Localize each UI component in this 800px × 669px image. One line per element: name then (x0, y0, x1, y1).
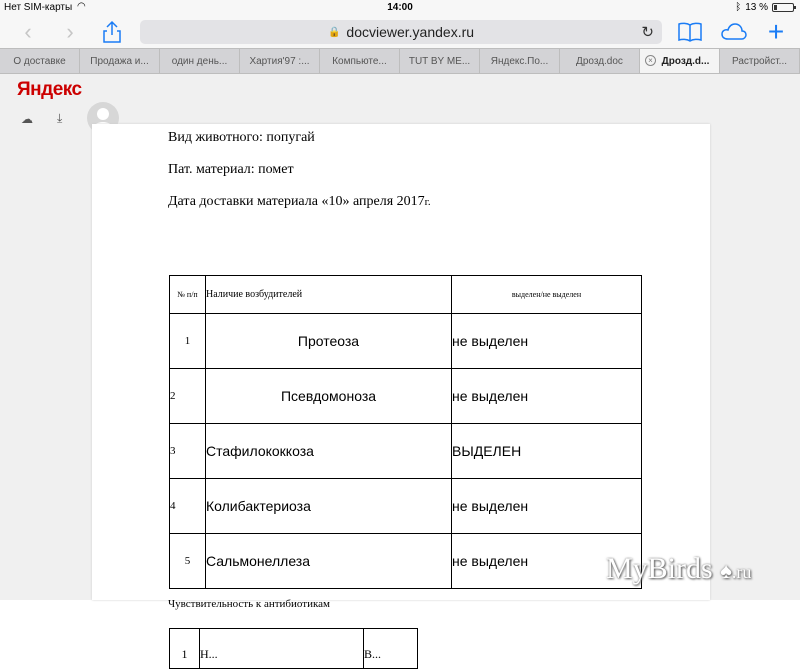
watermark-logo (606, 552, 751, 586)
book-icon (678, 22, 702, 42)
animal-line: Вид животного: попугай (168, 130, 315, 145)
carrier-label: Нет SIM-карты (4, 2, 73, 13)
tab-item[interactable]: Растройст... (720, 49, 800, 73)
row-number: 1 (170, 629, 200, 669)
row-number: 3 (170, 424, 206, 479)
row-cell: Н... (200, 629, 364, 669)
battery-percent: 13 % (745, 2, 768, 13)
row-pathogen: Протеоза (206, 314, 452, 369)
close-tab-icon[interactable]: × (645, 55, 656, 66)
table-header-row (170, 276, 642, 314)
tab-item[interactable]: Продажа и... (80, 49, 160, 73)
doc-viewer (0, 74, 800, 661)
document-page (92, 124, 710, 661)
row-result: не выделен (452, 369, 642, 424)
address-bar[interactable] (140, 20, 662, 44)
forward-button[interactable]: › (66, 19, 74, 44)
row-result: ВЫДЕЛЕН (452, 424, 642, 479)
browser-toolbar (0, 16, 800, 48)
tab-item[interactable]: TUT BY ME... (400, 49, 480, 73)
date-line (168, 194, 431, 210)
cloud-icon (721, 23, 747, 41)
url-text: docviewer.yandex.ru (346, 24, 475, 40)
battery-icon (772, 3, 794, 12)
bird-icon: ♠ (720, 558, 732, 583)
table-row (170, 479, 642, 534)
table-row (170, 369, 642, 424)
row-pathogen: Псевдомоноза (206, 369, 452, 424)
header-pathogen: Наличие возбудителей (206, 276, 452, 314)
tab-bar (0, 48, 800, 74)
back-button[interactable]: ‹ (24, 19, 32, 44)
row-result: не выделен (452, 534, 642, 589)
status-right (735, 2, 794, 13)
reload-button[interactable]: ↻ (641, 24, 654, 41)
row-number: 2 (170, 369, 206, 424)
date-text: Дата доставки материала «10» апреля 2017 (168, 194, 425, 209)
row-pathogen: Сальмонеллеза (206, 534, 452, 589)
row-result: не выделен (452, 314, 642, 369)
lock-icon: 🔒 (327, 26, 341, 38)
row-number: 4 (170, 479, 206, 534)
row-result: не выделен (452, 479, 642, 534)
watermark-brand: MyBirds (606, 552, 713, 585)
row-pathogen: Стафилококкоза (206, 424, 452, 479)
tab-item[interactable]: Компьюте... (320, 49, 400, 73)
tab-item[interactable]: один день... (160, 49, 240, 73)
tab-item[interactable]: Яндекс.По... (480, 49, 560, 73)
watermark-domain: .ru (731, 562, 752, 582)
tab-item-active[interactable] (640, 49, 720, 73)
bluetooth-icon: ᛒ (735, 2, 742, 13)
download-icon[interactable]: ⤓ (57, 111, 63, 125)
table-row (170, 314, 642, 369)
clock: 14:00 (387, 2, 413, 13)
tab-item[interactable]: Хартия'97 :... (240, 49, 320, 73)
row-pathogen: Колибактериоза (206, 479, 452, 534)
tab-item[interactable]: О доставке (0, 49, 80, 73)
antibiotics-heading: Чувствительность к антибиотикам (168, 598, 330, 610)
table-row (170, 629, 418, 669)
antibiotics-table (169, 628, 418, 669)
share-icon (103, 21, 121, 43)
results-table (169, 275, 642, 589)
material-line: Пат. материал: помет (168, 162, 294, 177)
date-suffix: г. (424, 196, 431, 208)
new-tab-button[interactable]: + (767, 16, 785, 47)
icloud-tabs-button[interactable] (720, 18, 748, 46)
bookmarks-button[interactable] (676, 18, 704, 46)
disk-icon[interactable]: ☁ (21, 112, 33, 126)
header-number: № п/п (170, 276, 206, 314)
table-row (170, 424, 642, 479)
row-number: 1 (170, 314, 206, 369)
row-number: 5 (170, 534, 206, 589)
tab-label: Дрозд.d... (661, 55, 710, 67)
status-bar (0, 0, 800, 16)
header-result: выделен/не выделен (452, 276, 642, 314)
yandex-logo[interactable]: Яндекс (17, 79, 82, 100)
table-row (170, 534, 642, 589)
row-cell: В... (364, 629, 418, 669)
share-button[interactable] (98, 18, 126, 46)
wifi-icon: ◠ (77, 1, 86, 12)
tab-item[interactable]: Дрозд.doc (560, 49, 640, 73)
